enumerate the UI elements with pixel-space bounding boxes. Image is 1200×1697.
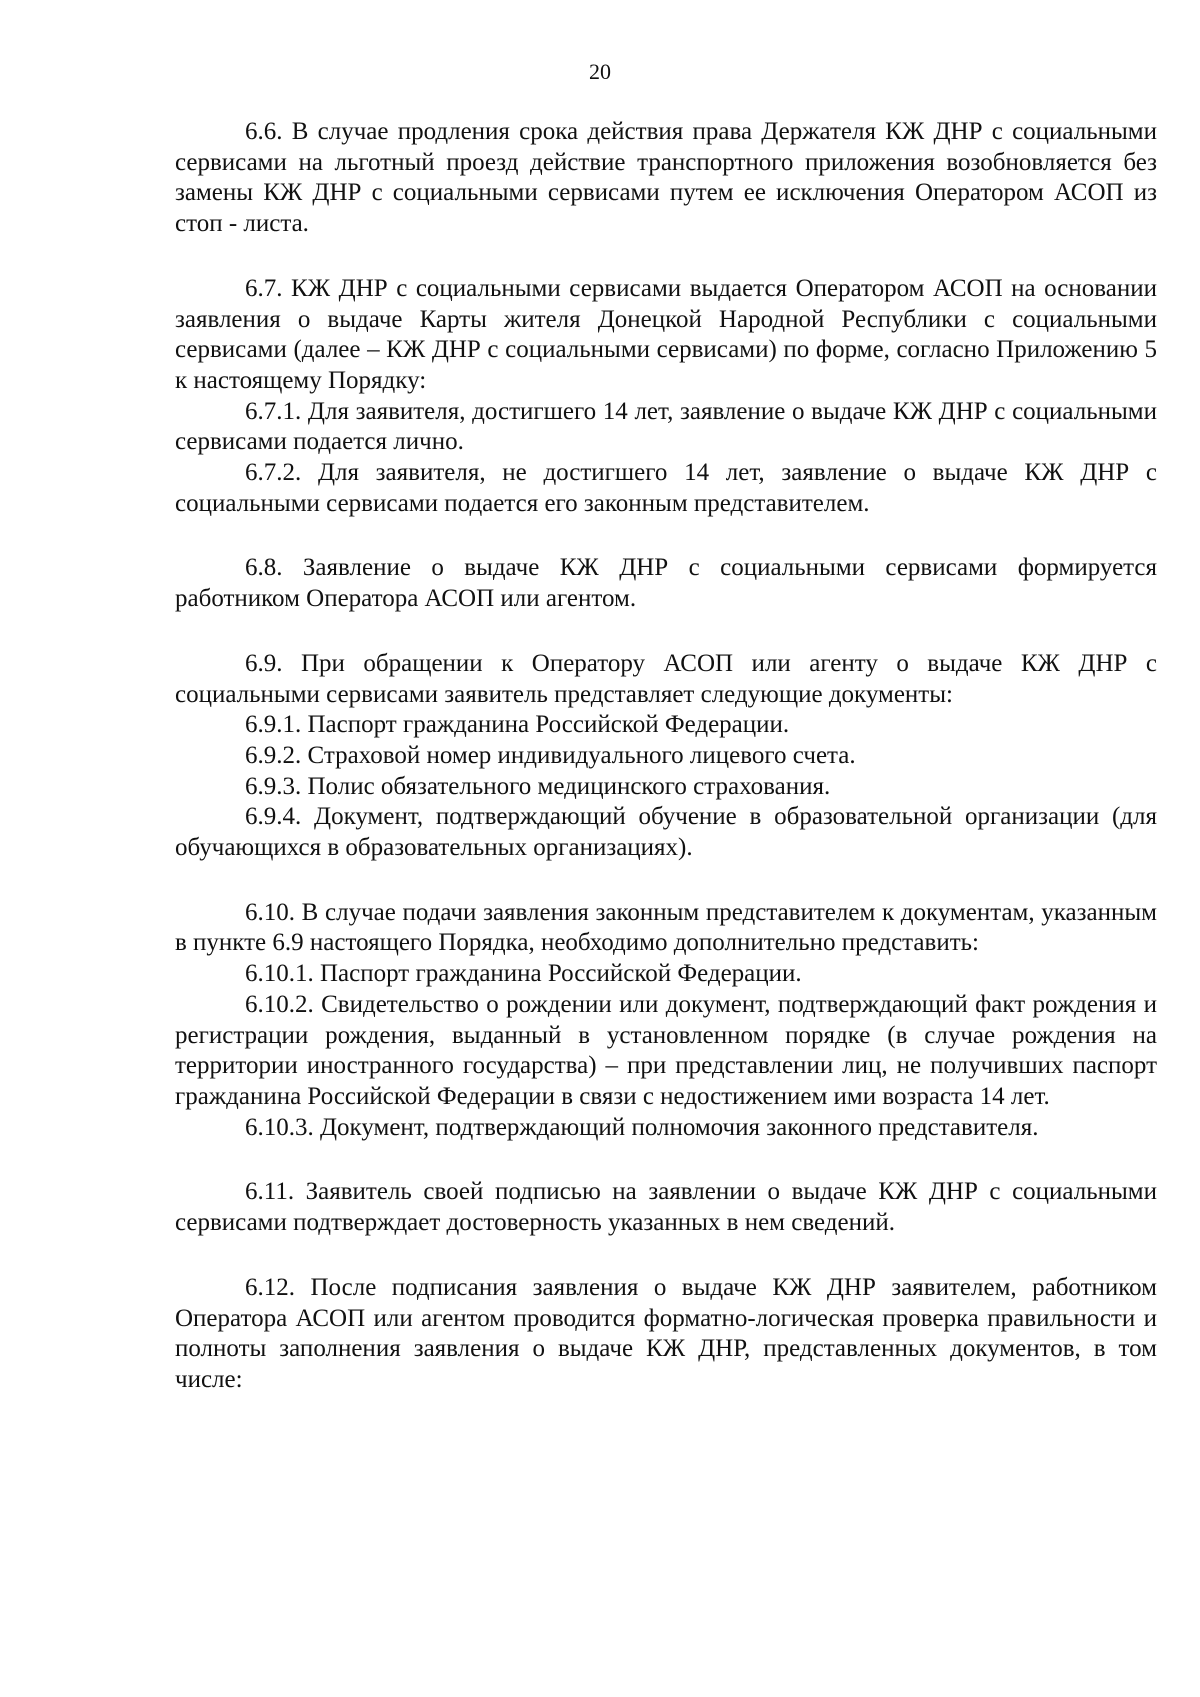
paragraph-gap (175, 864, 1157, 898)
paragraph-6-10: 6.10. В случае подачи заявления законным представителем к документам, указанным в пункте 6.9 настоящего Порядка, необходимо дополнительно представить: (175, 898, 1157, 957)
paragraph-gap (175, 1239, 1157, 1273)
paragraph-gap (175, 519, 1157, 553)
paragraph-6-9-4: 6.9.4. Документ, подтверждающий обучение в образовательной организации (для обучающихся в образовательных организациях). (175, 803, 1157, 862)
paragraph-6-6: 6.6. В случае продления срока действия права Держателя КЖ ДНР с социальными сервисами на льготный проезд действие транспортного приложения возобновляется без замены КЖ ДНР с социальными сервисами путем ее исключения Оператором АСОП из стоп - листа. (175, 118, 1157, 238)
paragraph-6-10-2: 6.10.2. Свидетельство о рождении или документ, подтверждающий факт рождения и регистрации рождения, выданный в установленном порядке (в случае рождения на территории иностранного государства) – при представлении лиц, не получивших паспорт гражданина Российской Федерации в связи с недостижением ими возраста 14 лет. (175, 990, 1157, 1110)
paragraph-gap (175, 1143, 1157, 1177)
paragraph-gap (175, 615, 1157, 649)
paragraph-6-9: 6.9. При обращении к Оператору АСОП или агенту о выдаче КЖ ДНР с социальными сервисами заявитель представляет следующие документы: (175, 649, 1157, 708)
paragraph-6-7-2: 6.7.2. Для заявителя, не достигшего 14 лет, заявление о выдаче КЖ ДНР с социальными сервисами подается его законным представителем. (175, 459, 1157, 517)
paragraph-6-7: 6.7. КЖ ДНР с социальными сервисами выдается Оператором АСОП на основании заявления о выдаче Карты жителя Донецкой Народной Республики с социальными сервисами (далее – КЖ ДНР с социальными сервисами) по форме, согласно Приложению 5 к настоящему Порядку: (175, 274, 1157, 394)
paragraph-6-9-1: 6.9.1. Паспорт гражданина Российской Федерации. (245, 711, 790, 739)
paragraph-6-7-1: 6.7.1. Для заявителя, достигшего 14 лет, заявление о выдаче КЖ ДНР с социальными сервисами подается лично. (175, 397, 1157, 456)
paragraph-6-9-3: 6.9.3. Полис обязательного медицинского страхования. (245, 772, 831, 800)
paragraph-6-12: 6.12. После подписания заявления о выдаче КЖ ДНР заявителем, работником Оператора АСОП или агентом проводится форматно-логическая проверка правильности и полноты заполнения заявления о выдаче КЖ ДНР, представленных документов, в том числе: (175, 1273, 1157, 1393)
paragraph-6-8: 6.8. Заявление о выдаче КЖ ДНР с социальными сервисами формируется работником Оператора АСОП или агентом. (175, 554, 1157, 613)
page-number: 20 (589, 59, 611, 84)
paragraph-gap (175, 240, 1157, 274)
document-body (175, 117, 1157, 1396)
paragraph-6-10-1: 6.10.1. Паспорт гражданина Российской Федерации. (245, 960, 802, 988)
paragraph-6-9-2: 6.9.2. Страховой номер индивидуального лицевого счета. (245, 741, 856, 769)
paragraph-6-10-3: 6.10.3. Документ, подтверждающий полномочия законного представителя. (245, 1113, 1039, 1141)
paragraph-6-11: 6.11. Заявитель своей подписью на заявлении о выдаче КЖ ДНР с социальными сервисами подтверждает достоверность указанных в нем сведений. (175, 1178, 1157, 1237)
